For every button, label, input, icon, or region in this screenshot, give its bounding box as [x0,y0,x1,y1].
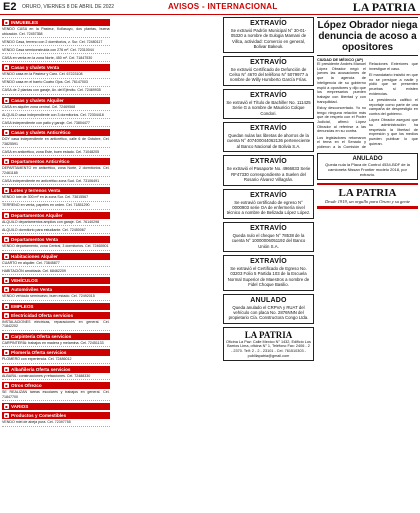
category-label: Casas y chalets Anticrético [11,130,71,135]
category-label: Productos y Comestibles [11,413,67,418]
category-label: EMPLEOS [11,303,34,309]
classified-ad: VENDO casa en el barrio Cuatro Ojos. Cel. 76147003 [2,80,110,87]
category-icon: ■ [5,65,8,70]
classified-ad: VENDO Casa, terreno con 2 dormitorios, z. Sur. Cel. 72480117 [2,40,110,47]
classified-ad: CUARTO en alquiler. Cel. 73845877 [2,261,110,268]
category-label: Otros Ofrezco [11,383,42,388]
category-icon: ■ [5,366,8,372]
extravio-notice [223,189,314,219]
notice-body: Queda nulo el cheque N° 78538 de la cuenta N° 10000006051192 del Banco Unión S.A. [231,232,306,249]
classified-category [2,253,110,260]
category-icon: ■ [5,253,8,259]
classified-category [2,312,110,319]
category-icon: ■ [5,312,8,318]
category-label: Casas y chalets Venta [11,65,60,70]
classified-category [2,19,110,26]
classified-category [2,97,110,104]
classified-category [2,303,110,310]
classified-ad: TERRENO en venta, papeles en orden. Cel. 71851290 [2,203,110,210]
extravio-notice [223,294,314,324]
news-paragraph: López Obrador aseguró que su administración ha respetado la libertad de expresión y que los medios pueden publicar lo que quieran. [369,118,418,146]
classified-ad: VENDO CASA en la Pasteur, Kollasuyo, dos plantas, buena ubicación. Cel. 72457358 [2,27,110,38]
category-label: VARIOS [11,404,29,409]
classified-ad: VENDO miel de abeja pura. Cel. 72397755 [2,420,110,427]
category-label: Habitaciones Alquiler [11,253,58,259]
notice-title: EXTRAVÍO [250,224,287,232]
classified-ad: VENDO Casa semiconstruida con 276 m². Cel. 72310044 [2,48,110,55]
notice-body: Se extravió Certificado de Defunción de Celso N° 4670 del teléfono N° 5079977 a nombre de Willy Humberto García Frías. [229,66,308,83]
classified-ad: DEPARTAMENTO en anticrético, zona Norte, 2 dormitorios. Cel. 72461185 [2,166,110,177]
category-label: INMUEBLES [11,20,39,25]
classified-ad: ALQUILO dormitorio para estudiante. Cel. 72450067 [2,228,110,235]
classified-category [2,277,110,284]
notice-body: Se extravió el Título de Bachiller No. 111425 Serie G a nombre de Mauricio Colque Condori. [226,99,311,116]
news-dateline: CIUDAD DE MÉXICO (AP) [317,58,363,62]
extravio-notice [223,17,314,53]
classified-category [2,403,110,410]
classified-ad: INSTALACIONES eléctricas, reparaciones en general. Cel. 71842202 [2,320,110,331]
notice-title: EXTRAVÍO [250,257,287,265]
extravio-notice [223,222,314,252]
category-label: Casas y chalets Alquiler [11,97,64,103]
extravio-notice [223,155,314,185]
extravio-notice [223,89,314,119]
category-label: Automóviles Venta [11,287,53,292]
patria-promo-logo: LA PATRIA [338,186,397,199]
classified-category [2,382,110,389]
category-icon: ■ [5,404,8,409]
category-icon: ■ [5,97,8,103]
classified-category [2,158,110,165]
category-icon: ■ [5,188,8,193]
newspaper-logo: LA PATRIA [352,0,416,14]
classified-ad: ALQUILO casa independiente con 3 dormitorios. Cel. 72304418 [2,113,110,120]
classified-ad: DOY casa independiente en anticrético, calle 6 de Octubre, Cel. 73825591 [2,137,110,148]
news-paragraph: La presidencia calificó el reportaje como parte de una campaña de desprestigio en contra del gobierno. [369,97,418,117]
category-icon: ■ [5,350,8,355]
notice-title: EXTRAVÍO [250,20,287,27]
promo-box [223,327,314,361]
classified-ad: ALQUILO departamentos amplios con garaje. Cel. 76140298 [2,220,110,227]
classified-ad: VENDO departamento, zona Central, 3 dormitorios. Cel. 72465501 [2,244,110,251]
classified-ad: CASA independiente en anticrético zona Sud. Cel. 73106491 [2,179,110,186]
notice-title: EXTRAVÍO [250,58,287,66]
classified-category [2,333,110,340]
classified-ad: SE REALIZAN tareas escolares y trabajos en general. Cel. 71847700 [2,390,110,401]
category-label: Departamentos Venta [11,237,58,242]
classified-category [2,349,110,356]
notice-title: ANULADO [250,296,287,304]
notice-body: Queda anulado el CRPVA y RUAT del vehículo con placa No. 2876NNN del propietario Cía. Constructora Congo Ltda. [228,304,309,321]
notice-title: EXTRAVÍO [250,158,287,166]
classified-category [2,412,110,419]
news-paragraph: El mandatario insistió en que no se persigue a nadie y pidió que se presenten pruebas si existen evidencias. [369,72,418,96]
news-headline: López Obrador niega denuncia de acoso a opositores [317,17,418,56]
classified-ad: VENDO lote de 300 m² en la zona Sur. Cel. 73815567 [2,195,110,202]
category-icon: ■ [5,130,8,135]
patria-promo [317,183,418,210]
news-paragraph: Estoy desconcertado. Yo no tengo ninguna relación más que de respeto con el Poder Judicial, afirmó López Obrador al referirse a las denuncias en su contra. [317,105,366,134]
notices-list [223,17,314,324]
patria-promo-tagline: Desde 1919, un orgullo para Oruro y su gente [324,198,411,204]
notice-title: EXTRAVÍO [250,91,287,99]
promo-box-text: Oficina La Paz: Calle Mexico N° 1432, Edificio Los Barrios Lima, oficina N° 1, Teléfono Fax: 2406 - 2 - 2370. Telf: 2 - 2 - 23101 - Cel. 761510303 - publilapatria@gmail.com [226,339,311,358]
notice-title: EXTRAVÍO [250,191,287,199]
category-label: Albañilería Oferta servicios [11,366,71,372]
category-label: VEHÍCULOS [11,278,38,283]
classified-ad: VENDO vehículo seminuevo, buen estado. Cel. 72492015 [2,294,110,301]
classified-category [2,129,110,136]
extravio-notice [223,122,314,152]
classified-ad: CASA en venta en la zona Norte, 450 m². Cel. 71847530 [2,56,110,63]
classifieds-list [2,17,220,510]
classified-ad: CASA en alquiler zona central. Cel. 72469568 [2,105,110,112]
category-icon: ■ [5,413,8,418]
anulado-notice [317,153,418,180]
notice-body: Se extravió el Certificado de Egreso No. 03203 Folio 5 Partida 103 de la Escuela Normal Superior de Maestros a nombre de Fidel Choque Basilio. [227,265,310,288]
classified-ad: CASA en anticrético, zona Este, buen estado. Cel. 71048205 [2,150,110,157]
promo-box-logo: LA PATRIA [244,329,293,340]
news-paragraph: El presidente Andrés Manuel López Obrador negó el jueves las acusaciones de que la agencia de inteligencia de su gobierno espió a opositores y dijo que los empresarios pueden trabajar con libertad y con tranquilidad. [317,62,366,104]
category-icon: ■ [5,20,8,25]
section-title: AVISOS - INTERNACIONAL [168,2,278,11]
category-icon: ■ [5,383,8,388]
classified-category [2,212,110,219]
classifieds-column [2,17,220,510]
classified-ad: ALBAÑIL: construcciones y refacciones. Cel. 72488330 [2,374,110,381]
category-icon: ■ [5,278,8,283]
category-label: Lotes y terrenos Venta [11,188,61,193]
category-icon: ■ [5,333,8,339]
category-label: Plomería Oferta servicios [11,350,67,355]
classified-ad: CASA de 2 plantas con garaje, Av. del Ejército. Cel. 72469935 [2,88,110,95]
news-body [317,62,418,150]
news-column [317,17,418,510]
news-paragraph: Los legisladores retomaron el tema en el Senado y pidieron a la Comisión de Relaciones Exteriores que investigue el caso. [317,62,418,149]
classified-category [2,64,110,71]
notice-body: Se extravió certificado de egreso N° 0000903 serie OA de enfermería nivel técnico a nombre de Belizada López López. [226,199,311,216]
notice-body: Se extravió Padrón Municipal N° 30-01-05320 a nombre de Eulogia Mamani de Villca, actividad: Comercio en general, Bolivar Bakeuk. [230,28,307,50]
category-icon: ■ [5,287,8,292]
page-number: E2 [3,1,17,13]
extravio-notice [223,56,314,86]
anulado-title: ANULADO [352,155,383,162]
promo-strip [317,206,418,209]
category-label: Departamentos Anticrético [11,159,70,164]
notices-column [223,17,314,510]
category-label: Carpintería Oferta servicios [11,333,72,339]
notice-body: Se extravió el Pasaporte No. 4966833 Serie RF47330 correspondiente a Suelen del Rosario Álvarez Villagrán. [226,166,311,183]
category-label: Electricidad Oferta servicios [11,312,74,318]
classified-ad: CARPINTERÍA: trabajos en madera y melamina. Cel. 72451133 [2,341,110,348]
notice-body: Quedan nulas las libretas de ahorros de la cuenta N° 407400044062136 perteneciente al Banco Nacional de Bolivia S.A. [226,133,311,149]
category-label: Departamentos Alquiler [11,212,63,218]
classified-ad: CASA independiente con patio y garaje. Cel. 73804477 [2,121,110,128]
page-date: ORURO, VIERNES 8 DE ABRIL DE 2022 [22,4,115,10]
classified-category [2,236,110,243]
classified-ad: HABITACIÓN amoblada. Cel. 68462209 [2,269,110,276]
category-icon: ■ [5,237,8,242]
classified-ad: VENDO casa en la Pasteur y Caro. Cel. 67223108 [2,72,110,79]
classified-category [2,286,110,293]
anulado-body: Queda nula la Placa de Control 4534-BDF de la camioneta Nissan Frontier modelo 2018, por extravío. [325,161,410,177]
classified-category [2,366,110,373]
notice-title: EXTRAVÍO [250,125,287,133]
category-icon: ■ [5,303,8,309]
classified-ad: PLOMERO con experiencia. Cel. 72486012 [2,357,110,364]
extravio-notice [223,255,314,291]
category-icon: ■ [5,212,8,218]
classified-category [2,187,110,194]
category-icon: ■ [5,159,8,164]
page-header [0,0,420,15]
